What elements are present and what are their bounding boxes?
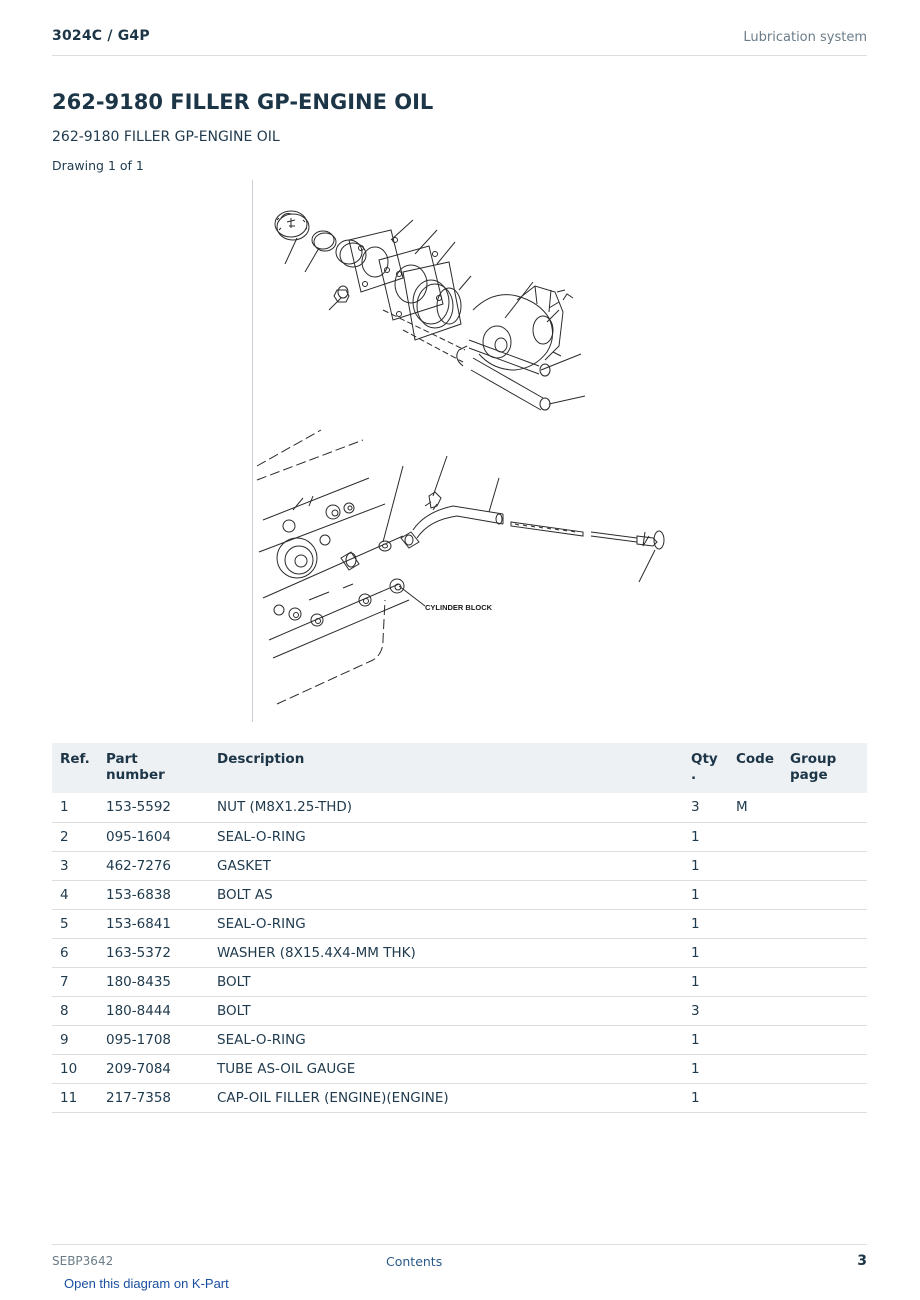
drawing-count-label: Drawing 1 of 1 bbox=[52, 158, 144, 173]
cell-code bbox=[728, 822, 782, 851]
page-subtitle: 262-9180 FILLER GP-ENGINE OIL bbox=[52, 129, 280, 145]
cell-group-page bbox=[782, 967, 867, 996]
parts-table bbox=[52, 743, 867, 1113]
document-id: SEBP3642 bbox=[52, 1254, 114, 1268]
cell-description: BOLT bbox=[209, 967, 683, 996]
cell-group-page bbox=[782, 1083, 867, 1112]
cell-part-number: 153-6838 bbox=[98, 880, 209, 909]
cell-ref: 3 bbox=[52, 851, 98, 880]
table-header-row bbox=[52, 743, 867, 793]
cell-description: WASHER (8X15.4X4-MM THK) bbox=[209, 938, 683, 967]
cell-description: GASKET bbox=[209, 851, 683, 880]
cell-code bbox=[728, 851, 782, 880]
cylinder-block-callout: CYLINDER BLOCK bbox=[425, 603, 493, 612]
cell-ref: 4 bbox=[52, 880, 98, 909]
cell-part-number: 153-6841 bbox=[98, 909, 209, 938]
cell-code bbox=[728, 996, 782, 1025]
parts-diagram bbox=[252, 180, 682, 722]
cell-group-page bbox=[782, 1025, 867, 1054]
cell-qty: 1 bbox=[683, 938, 728, 967]
cell-description: CAP-OIL FILLER (ENGINE)(ENGINE) bbox=[209, 1083, 683, 1112]
cell-code bbox=[728, 1054, 782, 1083]
cell-part-number: 095-1604 bbox=[98, 822, 209, 851]
exploded-view-drawing bbox=[253, 180, 683, 722]
cell-part-number: 462-7276 bbox=[98, 851, 209, 880]
cell-qty: 1 bbox=[683, 822, 728, 851]
col-group-page bbox=[782, 743, 867, 793]
table-row bbox=[52, 967, 867, 996]
cell-code bbox=[728, 909, 782, 938]
cell-qty: 1 bbox=[683, 851, 728, 880]
cell-qty: 1 bbox=[683, 880, 728, 909]
cell-code bbox=[728, 1025, 782, 1054]
cell-group-page bbox=[782, 822, 867, 851]
cell-ref: 1 bbox=[52, 793, 98, 822]
cell-description: BOLT AS bbox=[209, 880, 683, 909]
cell-code bbox=[728, 880, 782, 909]
cell-description: BOLT bbox=[209, 996, 683, 1025]
cell-ref: 5 bbox=[52, 909, 98, 938]
cell-qty: 1 bbox=[683, 967, 728, 996]
cell-description: SEAL-O-RING bbox=[209, 1025, 683, 1054]
cell-ref: 8 bbox=[52, 996, 98, 1025]
col-qty-line1: Qty bbox=[691, 751, 718, 767]
col-qty-line2: . bbox=[691, 767, 697, 783]
cell-group-page bbox=[782, 880, 867, 909]
col-group-line1: Group bbox=[790, 751, 837, 767]
col-part-number: Part number bbox=[98, 743, 209, 793]
model-label: 3024C / G4P bbox=[52, 28, 150, 44]
cell-ref: 6 bbox=[52, 938, 98, 967]
cell-part-number: 180-8444 bbox=[98, 996, 209, 1025]
cell-description: SEAL-O-RING bbox=[209, 822, 683, 851]
cell-ref: 11 bbox=[52, 1083, 98, 1112]
cell-qty: 1 bbox=[683, 1054, 728, 1083]
cell-part-number: 217-7358 bbox=[98, 1083, 209, 1112]
cell-group-page bbox=[782, 793, 867, 822]
contents-link[interactable]: Contents bbox=[386, 1254, 443, 1269]
page-header bbox=[52, 28, 867, 56]
cell-qty: 3 bbox=[683, 996, 728, 1025]
table-row bbox=[52, 909, 867, 938]
table-row bbox=[52, 1083, 867, 1112]
cell-part-number: 153-5592 bbox=[98, 793, 209, 822]
cell-code bbox=[728, 1083, 782, 1112]
cell-part-number: 163-5372 bbox=[98, 938, 209, 967]
parts-table-body bbox=[52, 793, 867, 1112]
cell-code bbox=[728, 938, 782, 967]
table-row bbox=[52, 1054, 867, 1083]
cell-code: M bbox=[728, 793, 782, 822]
table-row bbox=[52, 996, 867, 1025]
col-code: Code bbox=[728, 743, 782, 793]
cell-part-number: 095-1708 bbox=[98, 1025, 209, 1054]
cell-ref: 10 bbox=[52, 1054, 98, 1083]
table-row bbox=[52, 793, 867, 822]
cell-qty: 1 bbox=[683, 1025, 728, 1054]
cell-qty: 3 bbox=[683, 793, 728, 822]
cell-ref: 7 bbox=[52, 967, 98, 996]
kpart-diagram-link[interactable]: Open this diagram on K-Part bbox=[64, 1276, 229, 1291]
section-label: Lubrication system bbox=[743, 30, 867, 45]
cell-qty: 1 bbox=[683, 1083, 728, 1112]
col-ref: Ref. bbox=[52, 743, 98, 793]
cell-code bbox=[728, 967, 782, 996]
cell-ref: 9 bbox=[52, 1025, 98, 1054]
table-row bbox=[52, 938, 867, 967]
cell-description: TUBE AS-OIL GAUGE bbox=[209, 1054, 683, 1083]
cell-group-page bbox=[782, 1054, 867, 1083]
cell-group-page bbox=[782, 938, 867, 967]
table-row bbox=[52, 1025, 867, 1054]
cell-group-page bbox=[782, 996, 867, 1025]
cell-description: SEAL-O-RING bbox=[209, 909, 683, 938]
cell-part-number: 209-7084 bbox=[98, 1054, 209, 1083]
cell-part-number: 180-8435 bbox=[98, 967, 209, 996]
cell-group-page bbox=[782, 851, 867, 880]
table-row bbox=[52, 851, 867, 880]
table-row bbox=[52, 880, 867, 909]
col-description: Description bbox=[209, 743, 683, 793]
page-footer bbox=[52, 1244, 867, 1268]
cell-ref: 2 bbox=[52, 822, 98, 851]
table-row bbox=[52, 822, 867, 851]
col-group-line2: page bbox=[790, 767, 828, 783]
page-title: 262-9180 FILLER GP-ENGINE OIL bbox=[52, 90, 434, 114]
filler-cap-icon bbox=[275, 211, 309, 240]
page-number: 3 bbox=[857, 1253, 867, 1269]
cell-group-page bbox=[782, 909, 867, 938]
cell-qty: 1 bbox=[683, 909, 728, 938]
col-qty bbox=[683, 743, 728, 793]
cell-description: NUT (M8X1.25-THD) bbox=[209, 793, 683, 822]
